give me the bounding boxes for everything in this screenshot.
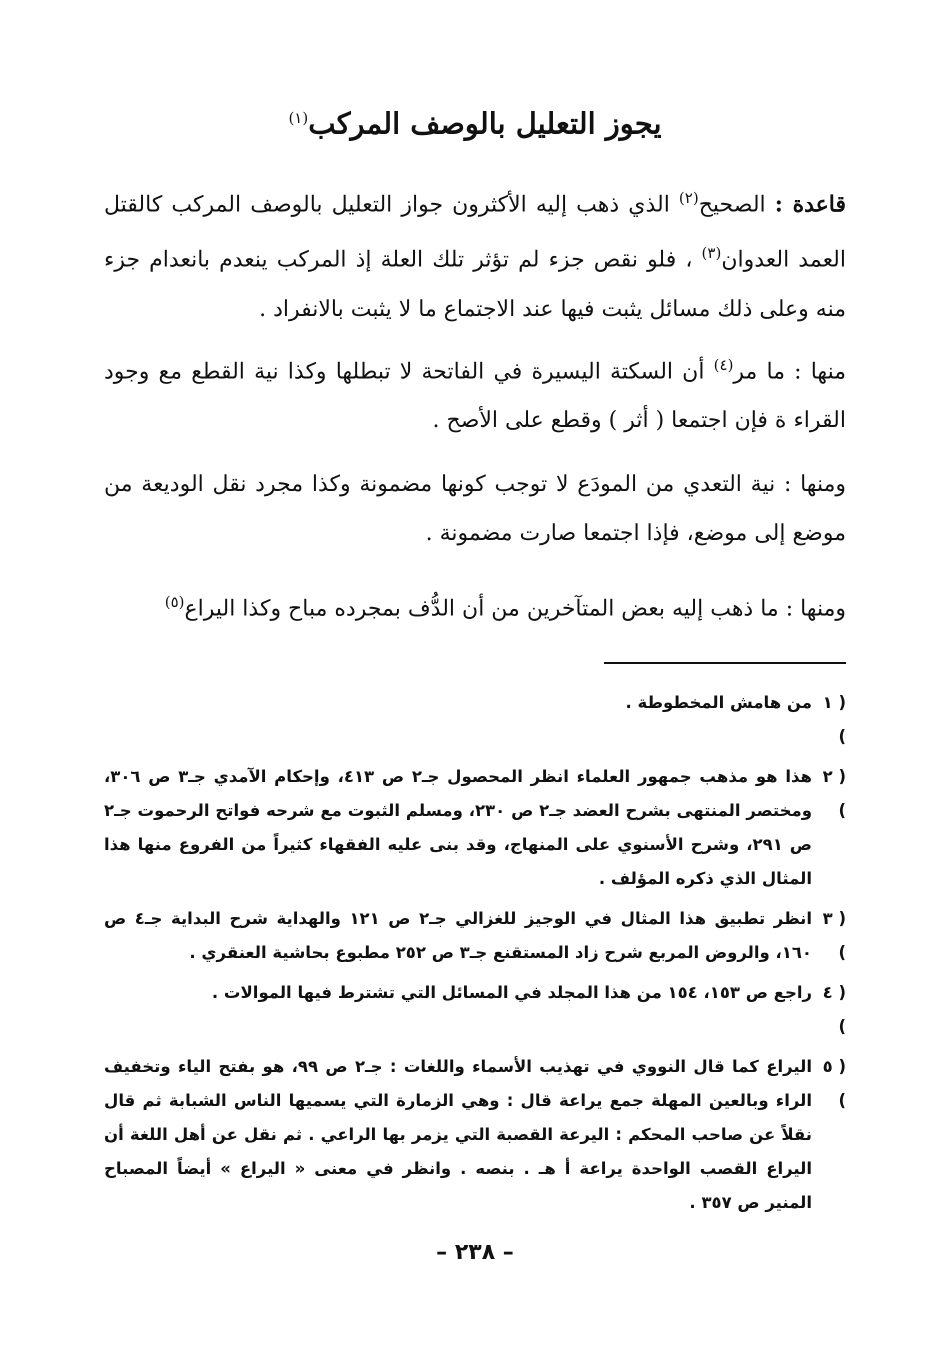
- p2-footnote-ref-4: (٤): [713, 356, 734, 374]
- p4-footnote-ref-5: (٥): [164, 593, 185, 611]
- title-footnote-ref: (١): [288, 109, 309, 127]
- p2-text-a: منها : ما مر: [733, 359, 846, 385]
- paragraph-example-2: [104, 460, 846, 558]
- paragraph-example-1: [104, 341, 846, 445]
- footnote-text: راجع ص ١٥٣، ١٥٤ من هذا المجلد في المسائل التي تشترط فيها الموالات .: [211, 983, 812, 1002]
- p4-text: ومنها : ما ذهب إليه بعض المتآخرين من أن الدُّف بمجرده مباح وكذا اليراع: [184, 596, 846, 622]
- p1-text-c: ، فلو نقص جزء لم تؤثر تلك العلة إذ المركب ينعدم بانعدام جزء منه وعلى ذلك مسائل يثبت فيها عند الاجتماع ما لا يثبت بالانفراد .: [104, 247, 846, 322]
- footnote-number: ( ٢ ): [822, 767, 846, 820]
- p1-footnote-ref-3: (٣): [701, 244, 722, 263]
- p1-text-a: الصحيح: [698, 192, 766, 218]
- footnotes: [104, 686, 846, 1226]
- footnote-number: ( ١ ): [822, 693, 846, 746]
- paragraph-example-3: [104, 578, 846, 633]
- p3-text: ومنها : نية التعدي من المودَع لا توجب كونها مضمونة وكذا مجرد نقل الوديعة من موضع إلى موضع، فإذا اجتمعا صارت مضمونة .: [104, 472, 846, 546]
- rule-label: قاعدة :: [774, 191, 846, 218]
- p1-text-b: الذي ذهب إليه الأكثرون جواز التعليل بالوصف المركب كالقتل العمد العدوان: [104, 192, 846, 273]
- footnote-number: ( ٤ ): [822, 983, 846, 1036]
- footnote-number: ( ٥ ): [822, 1057, 846, 1110]
- footnote-1: [104, 686, 846, 754]
- page-title: [0, 98, 950, 144]
- footnote-text: اليراع كما قال النووي في تهذيب الأسماء واللغات : جـ٢ ص ٩٩، هو بفتح الياء وتخفيف الراء وبالعين المهلة جمع يراعة قال : وهي الزمارة التي يسميها الناس الشبابة ثم قال نقلاً عن صاحب المحكم : اليرعة القصبة التي يزمر بها الراعي . ثم نقل عن أهل اللغة أن اليراع القصب الواحدة يراعة أ هـ . بنصه . وانظر في معنى « اليراع » أيضاً المصباح المنير ص ٣٥٧ .: [104, 1057, 812, 1212]
- paragraph-rule: [104, 174, 846, 334]
- page-number: – ٢٣٨ –: [436, 1240, 514, 1265]
- title-text: يجوز التعليل بالوصف المركب: [308, 106, 662, 141]
- footnote-text: هذا هو مذهب جمهور العلماء انظر المحصول جـ٢ ص ٤١٣، وإحكام الآمدي جـ٣ ص ٣٠٦، ومختصر المنتهى بشرح العضد جـ٢ ص ٢٣٠، ومسلم الثبوت مع شرحه فواتح الرحموت جـ٢ ص ٢٩١، وشرح الأسنوي على المنهاج، وقد بنى عليه الفقهاء كثيراً من الفروع منها هذا المثال الذي ذكره المؤلف .: [104, 767, 812, 888]
- footnote-3: [104, 902, 846, 970]
- p1-footnote-ref-2: (٢): [678, 189, 699, 207]
- footnote-divider: [604, 662, 846, 664]
- footnote-text: من هامش المخطوطة .: [625, 693, 812, 712]
- p2-text-b: أن السكتة اليسيرة في الفاتحة لا تبطلها وكذا نية القطع مع وجود القراء ة فإن اجتمعا ( أثر ) وقطع على الأصح .: [104, 359, 846, 434]
- footnote-2: [104, 760, 846, 896]
- footnote-text: انظر تطبيق هذا المثال في الوجيز للغزالي جـ٢ ص ١٢١ والهداية شرح البداية جـ٤ ص ١٦٠، والروض المربع شرح زاد المستقنع جـ٣ ص ٢٥٢ مطبوع بحاشية العنقري .: [104, 909, 812, 962]
- footnote-4: [104, 976, 846, 1044]
- footnote-5: [104, 1050, 846, 1220]
- footnote-number: ( ٣ ): [822, 909, 846, 962]
